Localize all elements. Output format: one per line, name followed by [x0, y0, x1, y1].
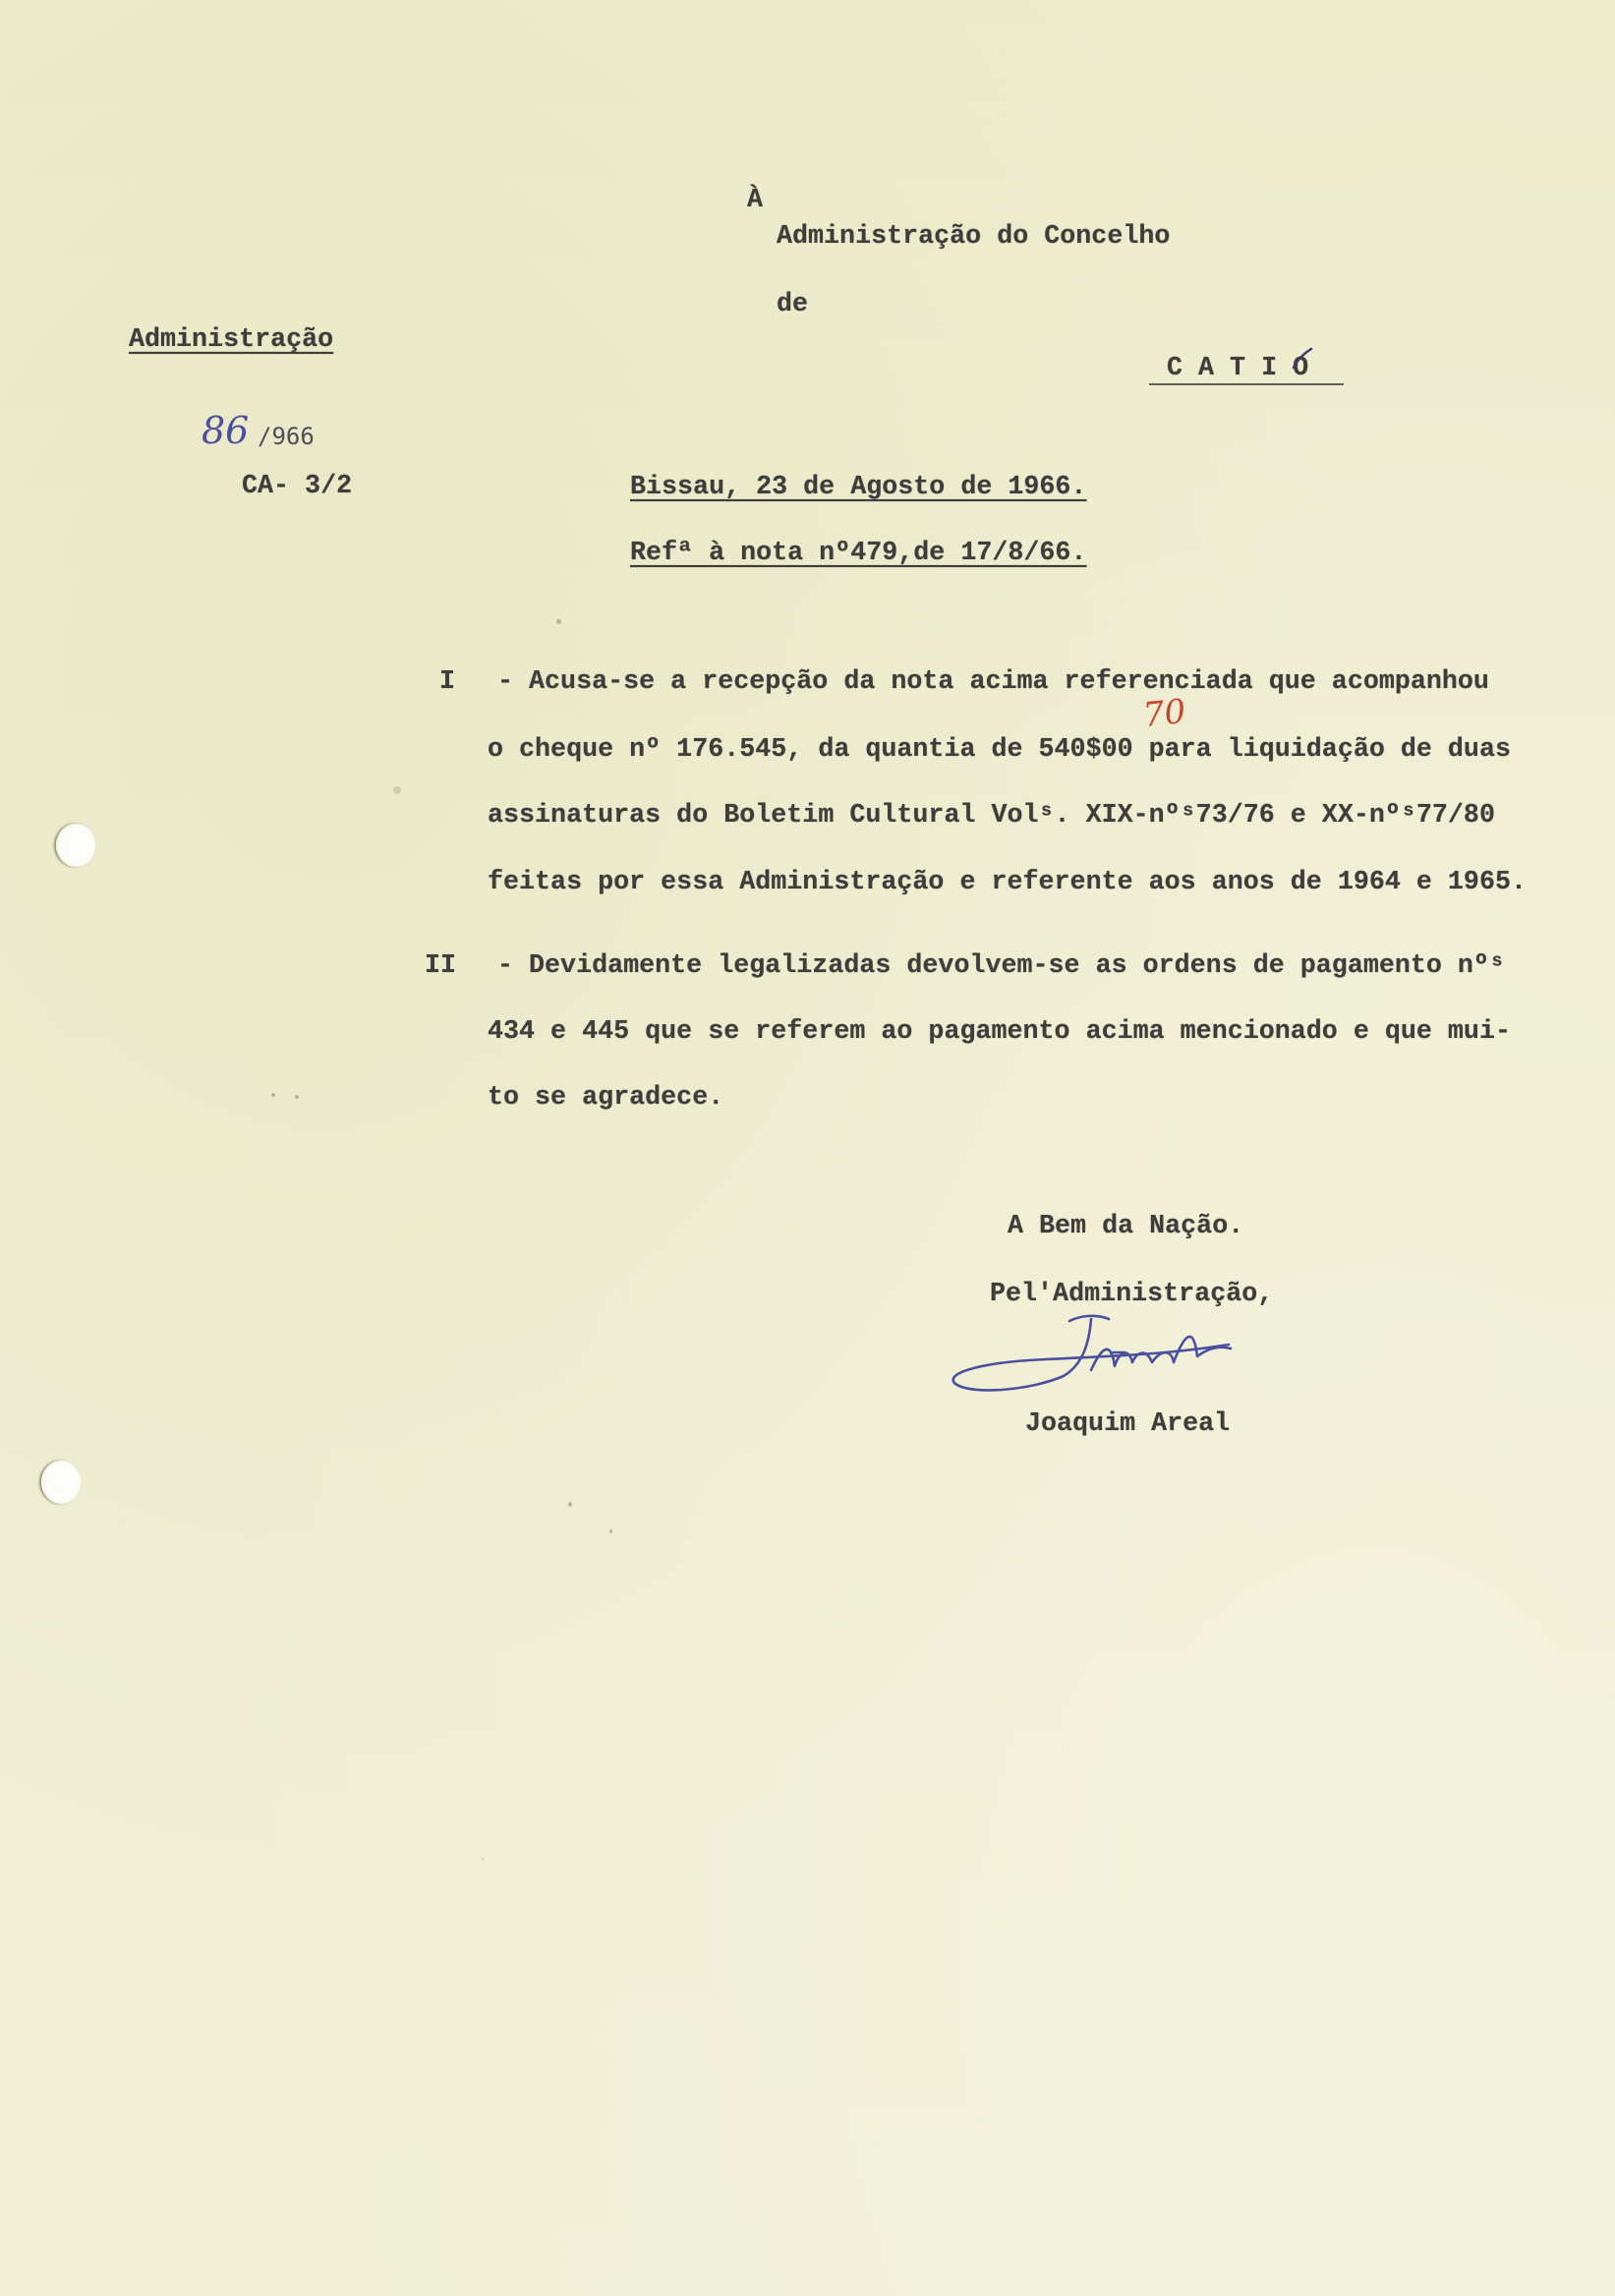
date-line: Bissau, 23 de Agosto de 1966. — [630, 473, 1087, 502]
paragraph-1-line: feitas por essa Administração e referente aos anos de 1964 e 1965. — [488, 868, 1527, 897]
reference-line: Refª à nota nº479,de 17/8/66. — [630, 539, 1087, 568]
paper-speck — [295, 1095, 299, 1099]
closing-on-behalf: Pel'Administração, — [990, 1280, 1274, 1309]
addressee-place-underline — [1149, 383, 1344, 385]
addressee-line-2: de — [777, 290, 809, 319]
addressee-line-1: Administração do Concelho — [777, 222, 1171, 252]
paragraph-1-numeral: I — [439, 667, 456, 697]
handwritten-number: 86 — [202, 409, 250, 452]
handwritten-signature — [944, 1305, 1239, 1421]
sender-office: Administração — [129, 325, 334, 355]
paragraph-1-line: o cheque nº 176.545, da quantia de 540$00 para liquidação de duas — [488, 735, 1511, 765]
paper-speck — [556, 619, 561, 624]
paragraph-2-line: to se agradece. — [488, 1083, 724, 1113]
paragraph-2-numeral: II — [425, 951, 457, 981]
file-reference: CA- 3/2 — [242, 472, 353, 501]
handwritten-correction: 70 — [1141, 691, 1188, 736]
paper-speck — [393, 786, 401, 794]
paper-speck — [568, 1502, 572, 1507]
signer-name: Joaquim Areal — [1025, 1409, 1231, 1439]
addressee-place: C A T I O — [1167, 354, 1309, 383]
closing-salutation: A Bem da Nação. — [1008, 1212, 1244, 1241]
addressee-prefix: À — [747, 186, 764, 215]
paragraph-2-line: - Devidamente legalizadas devolvem-se as ordens de pagamento nºˢ — [497, 951, 1505, 981]
punch-hole — [56, 824, 95, 867]
paragraph-1-line: assinaturas do Boletim Cultural Volˢ. XIX-nºˢ73/76 e XX-nºˢ77/80 — [488, 801, 1495, 831]
punch-hole — [41, 1461, 81, 1504]
paragraph-2-line: 434 e 445 que se referem ao pagamento acima mencionado e que mui- — [488, 1017, 1511, 1047]
accent-pen-mark — [1288, 346, 1317, 372]
paper-speck — [609, 1529, 612, 1533]
paper-speck — [271, 1093, 275, 1097]
typed-year-number: /966 — [258, 423, 315, 450]
paragraph-1-line: - Acusa-se a recepção da nota acima referenciada que acompanhou — [497, 667, 1489, 697]
paper-speck — [482, 1858, 485, 1861]
